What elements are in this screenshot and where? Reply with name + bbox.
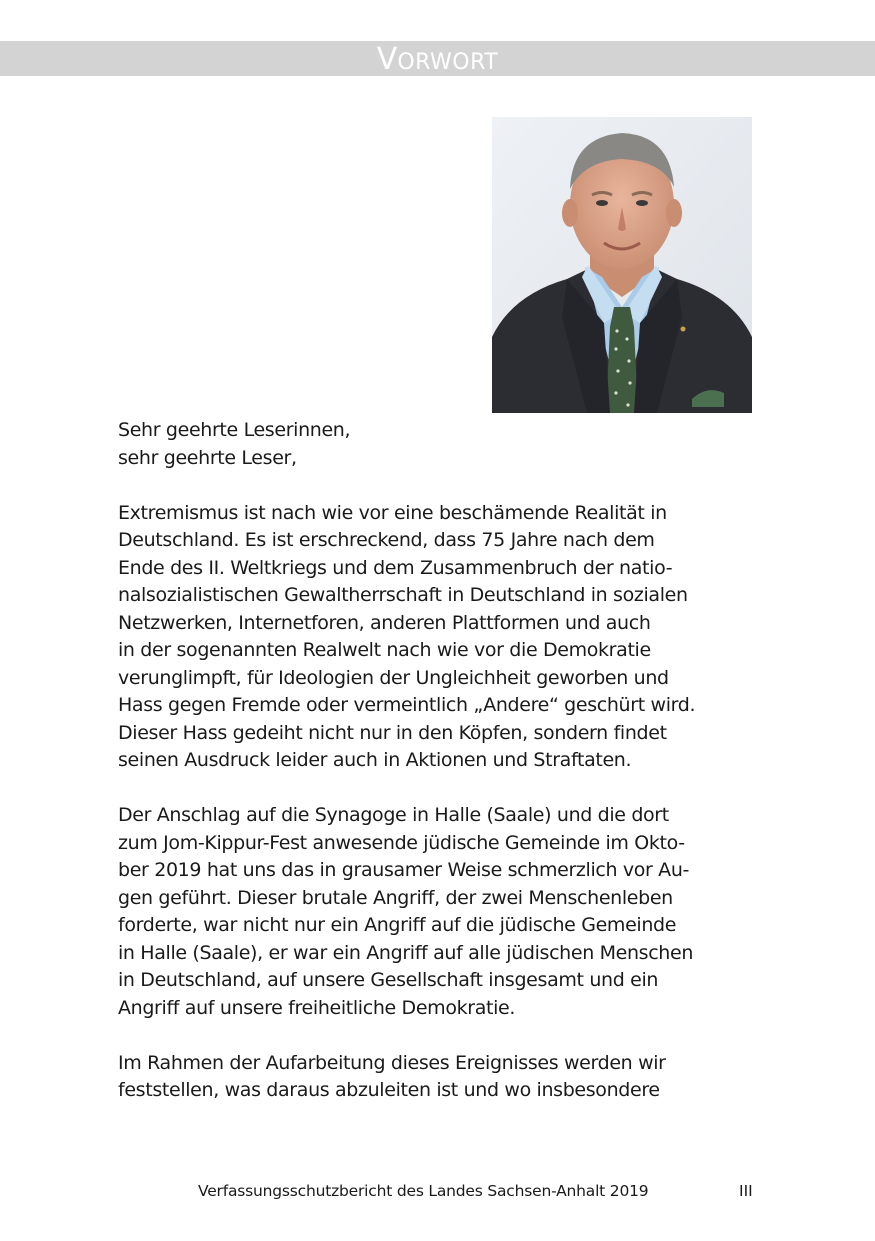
- salutation-line: sehr geehrte Leser,: [118, 446, 297, 469]
- salutation-line: Sehr geehrte Leserinnen,: [118, 419, 351, 441]
- paragraph-1-line: Dieser Hass gedeiht nicht nur in den Köpfen, sondern findet: [118, 721, 667, 744]
- paragraph-spacer: [118, 1022, 758, 1050]
- portrait-illustration: [492, 117, 752, 413]
- paragraph-2-line: ber 2019 hat uns das in grausamer Weise schmerzlich vor Au-: [118, 859, 690, 881]
- page-number: III: [739, 1182, 753, 1200]
- paragraph-1-line: Hass gegen Fremde oder vermeintlich „Andere“ geschürt wird.: [118, 694, 696, 716]
- paragraph-2-line: zum Jom-Kippur-Fest anwesende jüdische Gemeinde im Okto-: [118, 831, 685, 854]
- paragraph-2-line: in Deutschland, auf unsere Gesellschaft insgesamt und ein: [118, 969, 659, 991]
- paragraph-1-line: seinen Ausdruck leider auch in Aktionen und Straftaten.: [118, 749, 632, 771]
- section-title-rest: ORWORT: [397, 50, 499, 75]
- section-title-initial: V: [376, 42, 398, 77]
- paragraph-1-line: Netzwerken, Internetforen, anderen Plattformen und auch: [118, 611, 651, 634]
- paragraph-1-line: in der sogenannten Realwelt nach wie vor die Demokratie: [118, 639, 651, 661]
- paragraph-1-line: Extremismus ist nach wie vor eine beschämende Realität in: [118, 501, 667, 524]
- paragraph-1-line: Ende des II. Weltkriegs und dem Zusammenbruch der natio-: [118, 556, 673, 579]
- paragraph-2-line: Angriff auf unsere freiheitliche Demokratie.: [118, 996, 516, 1019]
- section-title: [0, 41, 875, 76]
- paragraph-1-line: verunglimpft, für Ideologien der Ungleichheit geworben und: [118, 666, 669, 689]
- paragraph-3-line: Im Rahmen der Aufarbeitung dieses Ereignisses werden wir: [118, 1051, 666, 1074]
- paragraph-2-line: Der Anschlag auf die Synagoge in Halle (Saale) und die dort: [118, 804, 669, 826]
- paragraph-2-line: gen geführt. Dieser brutale Angriff, der zwei Menschenleben: [118, 886, 673, 909]
- portrait-photo: [492, 117, 752, 413]
- paragraph-1-line: Deutschland. Es ist erschreckend, dass 75 Jahre nach dem: [118, 529, 655, 551]
- paragraph-spacer: [118, 775, 758, 803]
- foreword-body: [118, 417, 758, 1105]
- paragraph-3-line: feststellen, was daraus abzuleiten ist und wo insbesondere: [118, 1079, 660, 1101]
- footer-publication-title: Verfassungsschutzbericht des Landes Sachsen-Anhalt 2019: [198, 1182, 649, 1200]
- paragraph-1-line: nalsozialistischen Gewaltherrschaft in Deutschland in sozialen: [118, 584, 688, 606]
- paragraph-2-line: forderte, war nicht nur ein Angriff auf die jüdische Gemeinde: [118, 914, 677, 936]
- paragraph-2-line: in Halle (Saale), er war ein Angriff auf alle jüdischen Menschen: [118, 941, 694, 964]
- paragraph-spacer: [118, 472, 758, 500]
